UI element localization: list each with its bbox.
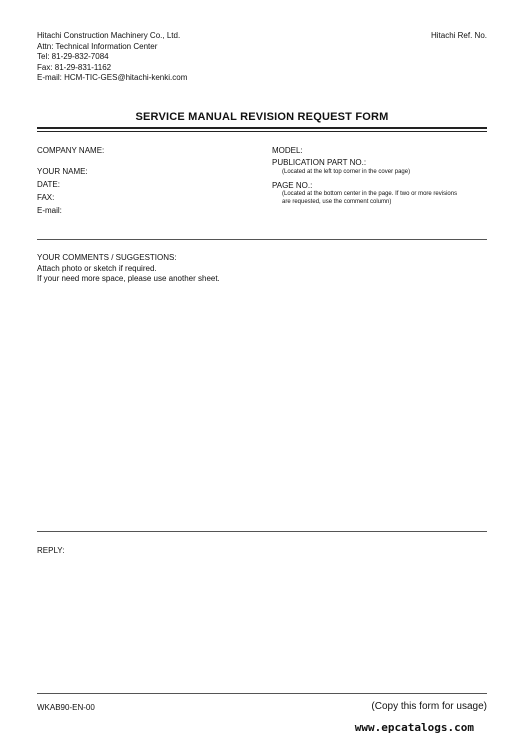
reply-entry-area[interactable] bbox=[37, 560, 487, 690]
date-label: DATE: bbox=[37, 180, 60, 189]
title-rule-thin bbox=[37, 131, 487, 132]
watermark-url: www.epcatalogs.com bbox=[354, 721, 474, 734]
comments-entry-area[interactable] bbox=[37, 286, 487, 528]
copy-note: (Copy this form for usage) bbox=[371, 701, 487, 712]
company-name-label: COMPANY NAME: bbox=[37, 146, 105, 155]
sender-company: Hitachi Construction Machinery Co., Ltd. bbox=[37, 31, 181, 40]
publication-part-no-label: PUBLICATION PART NO.: bbox=[272, 158, 367, 167]
page-no-note-line-1: (Located at the bottom center in the page. If two or more revisions bbox=[282, 191, 458, 197]
sender-attn: Attn: Technical Information Center bbox=[37, 41, 158, 51]
info-entry-area[interactable] bbox=[37, 140, 487, 236]
comments-hint-photo: Attach photo or sketch if required. bbox=[37, 263, 157, 273]
comments-section bbox=[37, 253, 220, 285]
footer-rule bbox=[37, 693, 487, 694]
your-name-label: YOUR NAME: bbox=[37, 167, 88, 176]
form-title: SERVICE MANUAL REVISION REQUEST FORM bbox=[135, 111, 389, 123]
page-no-label: PAGE NO.: bbox=[272, 181, 313, 190]
comments-hint-space: If your need more space, please use another sheet. bbox=[37, 274, 220, 283]
sender-email: E-mail: HCM-TIC-GES@hitachi-kenki.com bbox=[37, 73, 188, 82]
sender-block bbox=[37, 31, 187, 84]
comments-label: YOUR COMMENTS / SUGGESTIONS: bbox=[37, 253, 177, 262]
title-rule-thick bbox=[37, 127, 487, 129]
form-code: WKAB90-EN-00 bbox=[37, 703, 95, 712]
hitachi-ref-label: Hitachi Ref. No. bbox=[430, 31, 487, 40]
model-label: MODEL: bbox=[272, 146, 303, 155]
sender-fax: Fax: 81-29-831-1162 bbox=[37, 62, 112, 72]
info-divider bbox=[37, 239, 487, 240]
comments-divider bbox=[37, 531, 487, 532]
publication-part-no-note: (Located at the left top corner in the cover page) bbox=[282, 169, 411, 175]
page-no-note-line-2: are requested, use the comment column) bbox=[282, 198, 392, 205]
email-label: E-mail: bbox=[37, 206, 62, 215]
sender-tel: Tel: 81-29-832-7084 bbox=[37, 52, 109, 61]
fax-label: FAX: bbox=[37, 193, 55, 202]
reply-label: REPLY: bbox=[37, 546, 65, 555]
